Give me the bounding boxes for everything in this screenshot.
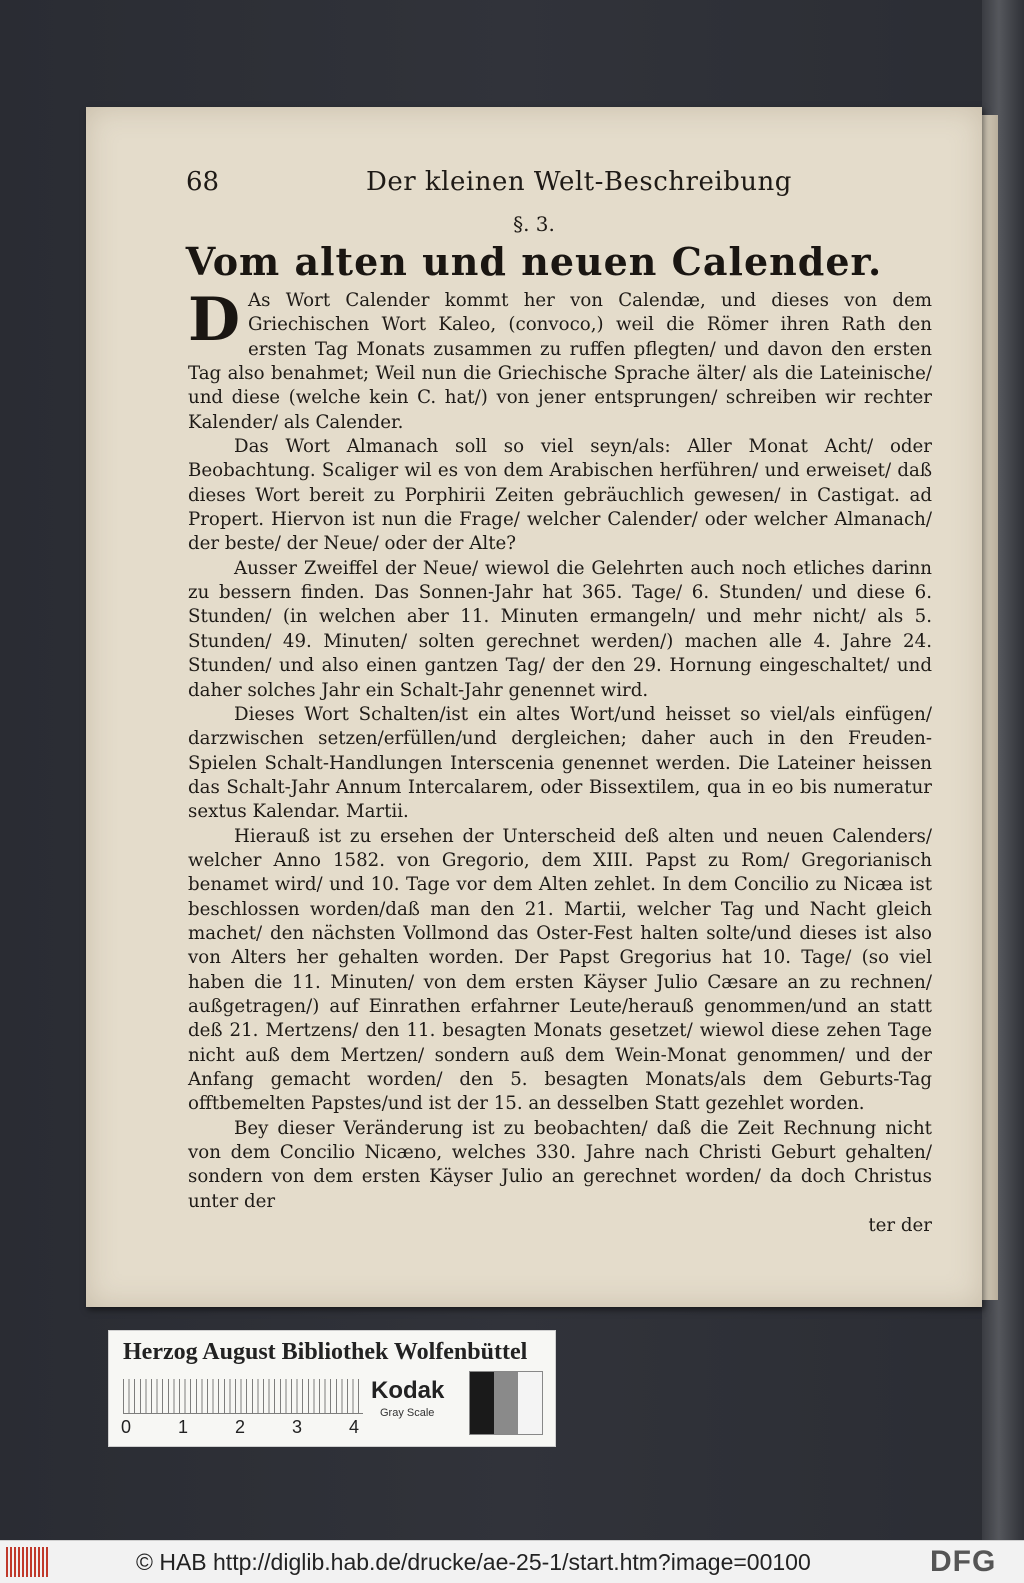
gray-patch: [518, 1372, 542, 1434]
ruler-label: 2: [235, 1417, 246, 1437]
ruler-label: 4: [349, 1417, 360, 1437]
drop-cap: D: [188, 285, 241, 355]
gray-scale-patches: [469, 1371, 543, 1435]
ruler-labels: [121, 1417, 381, 1439]
body-text: [188, 285, 932, 1238]
ruler-label: 3: [292, 1417, 303, 1437]
scan-reference-card: [108, 1330, 556, 1447]
ruler-label: 1: [178, 1417, 189, 1437]
paragraph-1: [188, 285, 932, 435]
gray-scale-label: Gray Scale: [380, 1407, 435, 1419]
ruler-label: 0: [121, 1417, 132, 1437]
book-page: [86, 107, 982, 1307]
dfg-logo: DFG: [930, 1545, 997, 1578]
paragraph-4: Dieses Wort Schalten/ist ein altes Wort/und heisset so viel/als einfügen/ darzwischen setzen/erfüllen/und dergleichen; daher auch in den Freuden-Spielen Schalt-Handlungen Interscenia genennet werden. Die Lateiner heissen das Schalt-Jahr Annum Intercalarem, oder Bissextilem, qua in eo bis numeratur sextus Kalendar. Martii.: [188, 703, 932, 823]
chapter-title: Vom alten und neuen Calender.: [185, 239, 883, 284]
page-fore-edge: [982, 115, 998, 1300]
section-number: §. 3.: [513, 212, 555, 236]
scale-ruler: [123, 1379, 363, 1414]
footer-source-link[interactable]: © HAB http://diglib.hab.de/drucke/ae-25-1/start.htm?image=00100: [136, 1549, 811, 1575]
gray-patch: [470, 1372, 494, 1434]
paragraph-3: Ausser Zweiffel der Neue/ wiewol die Gelehrten auch noch etliches darinn zu bessern finden. Das Sonnen-Jahr hat 365. Tage/ 6. Stunden/ und diese 6. Stunden/ (in welchen aber 11. Minuten ermangeln/ und mehr nicht/ als 5. Stunden/ 49. Minuten/ solten gerechnet werden/) machen alle 4. Jahre 24. Stunden/ und also einen gantzen Tag/ der den 29. Hornung eingeschaltet/ und daher solches Jahr ein Schalt-Jahr genennet wird.: [188, 557, 932, 701]
gray-patch: [494, 1372, 518, 1434]
kodak-logo: Kodak: [371, 1377, 445, 1404]
catchword: ter der: [868, 1215, 932, 1237]
page-number: 68: [186, 167, 220, 197]
paragraph-text: As Wort Calender kommt her von Calendæ, und dieses von dem Griechischen Wort Kaleo, (convoco,) weil die Römer ihren Rath den ersten Tag Monats zusammen zu ruffen pflegten/ und davon den ersten Tag also benahmet; Weil nun die Griechische Sprache älter/ als die Lateinische/ und diese (welche kein C. hat/) von jener entsprungen/ schreiben wir rechter Kalender/ als Calender.: [188, 290, 932, 433]
running-head: [86, 167, 982, 201]
paragraph-6: Bey dieser Veränderung ist zu beobachten/ daß die Zeit Rechnung nicht von dem Concilio Nicæno, welches 330. Jahre nach Christi Geburt gehalten/ sondern von dem ersten Käyser Julio an gerechnet worden/ da doch Christus unter der: [188, 1117, 932, 1212]
footer-bar: [0, 1540, 1024, 1583]
library-name: Herzog August Bibliothek Wolfenbüttel: [123, 1339, 528, 1365]
hab-barcode-icon: [6, 1547, 48, 1577]
paragraph-5: Hierauß ist zu ersehen der Unterscheid deß alten und neuen Calenders/ welcher Anno 1582. von Gregorio, dem XIII. Papst zu Rom/ Gregorianisch benamet wird/ und 10. Tage vor dem Alten zehlet. In dem Concilio zu Nicæa ist beschlossen worden/daß man den 21. Martii, welcher Tag und Nacht gleich machet/ den nächsten Vollmond das Oster-Fest halten solte/und dieses ist also von Alters her gehalten worden. Der Papst Gregorius hat 10. Tage/ (so viel haben die 11. Minuten/ von dem ersten Käyser Julio Cæsare an zu rechnen/ außgetragen/) auf Einrathen erfahrner Leute/herauß genommen/und an statt deß 21. Mertzens/ den 11. besagten Monats gesetzet/ wiewol diese zehen Tage nicht auß dem Mertzen/ sondern auß dem Wein-Monat genommen/ und der Anfang gemacht worden/ den 5. besagten Monats/als dem Geburts-Tag offtbemelten Papstes/und ist der 15. an desselben Statt gezehlet worden.: [188, 825, 932, 1115]
running-head-title: Der kleinen Welt-Beschreibung: [366, 167, 792, 197]
paragraph-2: Das Wort Almanach soll so viel seyn/als: Aller Monat Acht/ oder Beobachtung. Scaliger wil es von dem Arabischen herführen/ und erweiset/ daß dieses Wort bereit zu Porphirii Zeiten gebräuchlich gewesen/ in Castigat. ad Propert. Hiervon ist nun die Frage/ welcher Calender/ oder welcher Almanach/ der beste/ der Neue/ oder der Alte?: [188, 436, 932, 555]
